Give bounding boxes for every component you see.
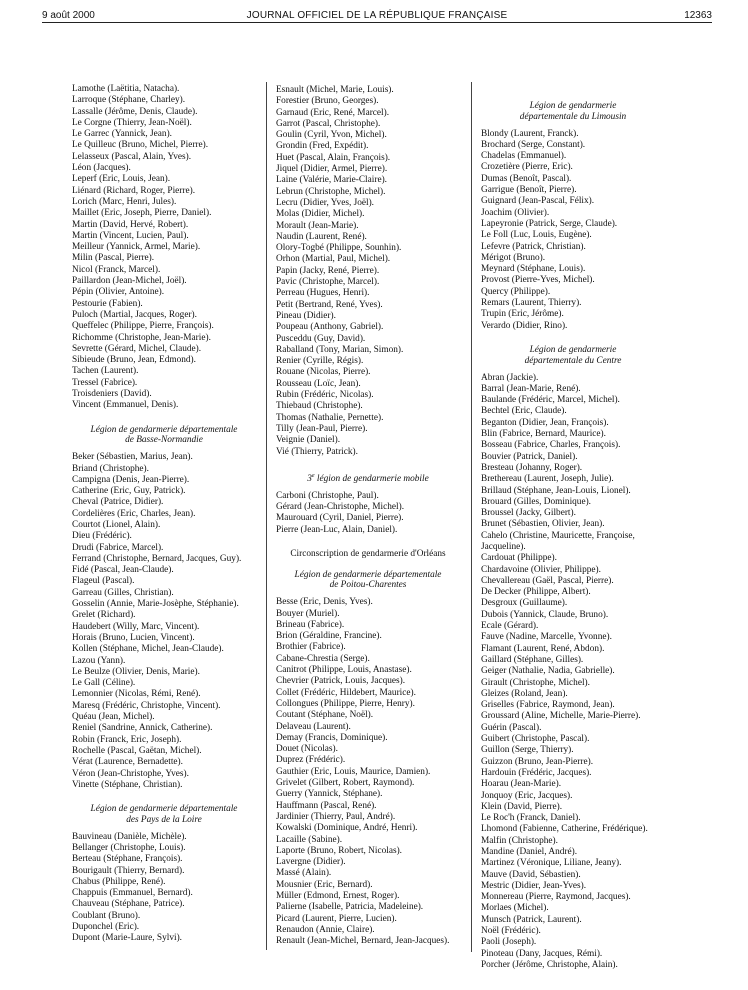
personnel-entry: Collet (Frédéric, Hildebert, Maurice).	[276, 687, 416, 698]
personnel-entry: Haudebert (Willy, Marc, Vincent).	[72, 621, 200, 632]
personnel-entry: Martinez (Véronique, Liliane, Jeany).	[481, 858, 622, 869]
personnel-entry: Thomas (Nathalie, Pernette).	[276, 412, 384, 423]
personnel-entry: Malfin (Christophe).	[481, 835, 558, 846]
personnel-entry: Bouyer (Muriel).	[276, 608, 340, 619]
personnel-entry: Garreau (Gilles, Christian).	[72, 587, 174, 598]
personnel-entry: Rochelle (Pascal, Gaëtan, Michel).	[72, 745, 202, 756]
personnel-entry: Quercy (Philippe).	[481, 286, 551, 297]
personnel-entry: Jardinier (Thierry, Paul, André).	[276, 811, 396, 822]
personnel-entry: Chardavoine (Olivier, Philippe).	[481, 564, 601, 575]
personnel-entry: Richomme (Christophe, Jean-Marie).	[72, 332, 211, 343]
personnel-entry: Mandine (Daniel, André).	[481, 847, 578, 857]
personnel-entry: Paillardon (Jean-Michel, Joël).	[72, 276, 187, 287]
section-heading-line: Légion de gendarmerie	[529, 344, 617, 355]
section-heading	[276, 549, 460, 560]
personnel-entry: Cheval (Patrice, Didier).	[72, 497, 164, 508]
personnel-entry: Cardouat (Philippe).	[481, 553, 557, 564]
section-heading-line: départementale du Centre	[524, 355, 622, 366]
personnel-entry: Pinoteau (Dany, Jacques, Rémi).	[481, 948, 603, 959]
personnel-entry: Bouvier (Patrick, Daniel).	[481, 451, 578, 462]
personnel-entry: Orhon (Martial, Paul, Michel).	[276, 254, 391, 265]
personnel-entry: Munsch (Patrick, Laurent).	[481, 914, 582, 925]
personnel-entry: Le Gall (Céline).	[72, 678, 136, 689]
section-heading	[481, 101, 665, 123]
personnel-entry: Baulande (Frédéric, Marcel, Michel).	[481, 395, 620, 406]
section-heading-line: départementale du Limousin	[519, 111, 627, 122]
personnel-entry: Paoli (Joseph).	[481, 937, 537, 948]
personnel-entry: Huet (Pascal, Alain, François).	[276, 152, 391, 163]
personnel-entry: Jiquel (Didier, Armel, Pierre).	[276, 164, 388, 175]
personnel-entry: Raballand (Tony, Marian, Simon).	[276, 344, 404, 355]
personnel-entry: Ferrand (Christophe, Bernard, Jacques, Guy).	[72, 553, 242, 564]
personnel-entry: Lamothe (Laëtitia, Natacha).	[72, 84, 180, 94]
personnel-entry: Demay (Francis, Dominique).	[276, 732, 388, 743]
personnel-entry: Pavic (Christophe, Marcel).	[276, 277, 380, 288]
personnel-entry: Chauveau (Stéphane, Patrice).	[72, 899, 185, 910]
personnel-entry: Blondy (Laurent, Franck).	[481, 128, 579, 139]
personnel-entry: Coublant (Bruno).	[72, 910, 141, 921]
personnel-entry: Le Quilleuc (Bruno, Michel, Pierre).	[72, 140, 209, 151]
personnel-entry: Kollen (Stéphane, Michel, Jean-Claude).	[72, 644, 224, 655]
personnel-entry: Gauthier (Eric, Louis, Maurice, Damien).	[276, 766, 431, 777]
personnel-entry: Troisdeniers (David).	[72, 389, 152, 400]
personnel-entry: Martin (Vincent, Lucien, Paul).	[72, 230, 189, 241]
personnel-entry: Lemonnier (Nicolas, Rémi, René).	[72, 689, 201, 700]
personnel-entry: Reniel (Sandrine, Annick, Catherine).	[72, 723, 213, 734]
personnel-entry: Quéau (Jean, Michel).	[72, 712, 155, 723]
personnel-entry: Lhomond (Fabienne, Catherine, Frédérique).	[481, 824, 648, 835]
personnel-entry: Douet (Nicolas).	[276, 744, 338, 755]
personnel-entry: Pépin (Olivier, Antoine).	[72, 287, 165, 298]
personnel-entry: Tressel (Fabrice).	[72, 377, 138, 388]
personnel-entry: Mestric (Didier, Jean-Yves).	[481, 880, 587, 891]
personnel-entry: Desgroux (Guillaume).	[481, 598, 568, 609]
personnel-entry: Lefevre (Patrick, Christian).	[481, 241, 586, 252]
personnel-entry: Bauvineau (Danièle, Michèle).	[72, 831, 187, 842]
personnel-entry: Coutant (Stéphane, Noël).	[276, 710, 374, 721]
personnel-entry: Carboni (Christophe, Paul).	[276, 490, 379, 501]
personnel-entry: Courtot (Lionel, Alain).	[72, 519, 161, 530]
personnel-entry: Renier (Cyrille, Régis).	[276, 356, 364, 367]
personnel-entry: Milin (Pascal, Pierre).	[72, 253, 155, 264]
personnel-entry: Beker (Sébastien, Marius, Jean).	[72, 452, 193, 463]
personnel-entry: Flageul (Pascal).	[72, 576, 135, 587]
personnel-entry: Bellanger (Christophe, Louis).	[72, 843, 186, 853]
personnel-entry: Bresteau (Johanny, Roger).	[481, 462, 583, 473]
personnel-entry: Léon (Jacques).	[72, 163, 131, 174]
personnel-entry: Hoarau (Jean-Marie).	[481, 779, 562, 790]
personnel-entry: Véron (Jean-Christophe, Yves).	[72, 768, 189, 779]
personnel-entry: Gleizes (Roland, Jean).	[481, 688, 568, 699]
personnel-entry: Maresq (Frédéric, Christophe, Vincent).	[72, 700, 221, 711]
personnel-entry: Girault (Christophe, Michel).	[481, 677, 590, 688]
personnel-entry: Groussard (Aline, Michelle, Marie-Pierre).	[481, 711, 641, 722]
personnel-entry: Lebrun (Christophe, Michel).	[276, 186, 386, 197]
section-heading	[276, 570, 460, 592]
personnel-entry: Pusceddu (Guy, David).	[276, 333, 366, 344]
personnel-entry: Campigna (Denis, Jean-Pierre).	[72, 474, 190, 485]
personnel-entry: Esnault (Michel, Marie, Louis).	[276, 85, 394, 95]
personnel-entry: Geiger (Nathalie, Nadia, Gabrielle).	[481, 666, 615, 677]
personnel-entry: Hardouin (Frédéric, Jacques).	[481, 767, 592, 778]
column-separator	[471, 82, 472, 952]
personnel-entry: Laine (Valérie, Marie-Claire).	[276, 175, 387, 186]
section-heading-line: Légion de gendarmerie départementale	[294, 569, 442, 580]
column-3	[481, 88, 665, 971]
personnel-entry: Brineau (Fabrice).	[276, 619, 345, 630]
personnel-entry: Dupont (Marie-Laure, Sylvi).	[72, 933, 182, 944]
personnel-entry: Liénard (Richard, Roger, Pierre).	[72, 185, 196, 196]
personnel-entry: Lorich (Marc, Henri, Jules).	[72, 196, 177, 207]
personnel-entry: Renault (Jean-Michel, Bernard, Jean-Jacques).	[276, 936, 450, 947]
personnel-entry: Guérin (Pascal).	[481, 722, 542, 733]
personnel-entry: Robin (Franck, Eric, Joseph).	[72, 734, 182, 745]
personnel-entry: Dubois (Yannick, Claude, Bruno).	[481, 609, 609, 620]
column-separator	[266, 82, 267, 950]
personnel-entry: Vinette (Stéphane, Christian).	[72, 779, 183, 790]
personnel-entry: Papin (Jacky, René, Pierre).	[276, 265, 380, 276]
personnel-entry: Brochard (Serge, Constant).	[481, 139, 586, 150]
personnel-entry: Gaillard (Stéphane, Gilles).	[481, 654, 584, 665]
personnel-entry: Puloch (Martial, Jacques, Roger).	[72, 309, 197, 320]
section-heading	[276, 471, 460, 485]
personnel-entry: Barral (Jean-Marie, René).	[481, 383, 581, 394]
personnel-entry: Queffelec (Philippe, Pierre, François).	[72, 321, 214, 332]
section-heading-line: Légion de gendarmerie départementale	[90, 424, 238, 435]
personnel-entry: Le Foll (Luc, Louis, Eugène).	[481, 230, 592, 241]
personnel-entry: Guibert (Christophe, Pascal).	[481, 734, 590, 745]
personnel-entry: Grondin (Fred, Expédit).	[276, 141, 369, 152]
personnel-entry: Lavergne (Didier).	[276, 857, 346, 868]
personnel-entry: Berteau (Stéphane, François).	[72, 854, 183, 865]
personnel-entry: Kowalski (Dominique, André, Henri).	[276, 823, 418, 834]
personnel-entry: Broussel (Jacky, Gilbert).	[481, 508, 576, 519]
personnel-entry: Renaudon (Annie, Claire).	[276, 924, 375, 935]
personnel-entry: Leperf (Eric, Louis, Jean).	[72, 174, 171, 185]
personnel-entry: Bosseau (Fabrice, Charles, François).	[481, 440, 621, 451]
personnel-entry: Gérard (Jean-Christophe, Michel).	[276, 501, 405, 512]
section-heading-line: de Basse-Normandie	[125, 435, 203, 446]
personnel-entry: Remars (Laurent, Thierry).	[481, 298, 582, 309]
personnel-entry: Catherine (Eric, Guy, Patrick).	[72, 486, 186, 497]
personnel-entry: Grivelet (Gilbert, Robert, Raymond).	[276, 778, 415, 789]
personnel-entry: Grelet (Richard).	[72, 610, 136, 621]
personnel-entry: Rubin (Frédéric, Nicolas).	[276, 390, 374, 401]
personnel-entry: Chevallereau (Gaël, Pascal, Pierre).	[481, 575, 614, 586]
personnel-entry: Sevrette (Gérard, Michel, Claude).	[72, 343, 202, 354]
personnel-entry: Thiebaud (Christophe).	[276, 401, 363, 412]
personnel-entry: Guillon (Serge, Thierry).	[481, 745, 574, 756]
personnel-entry: Martin (David, Hervé, Robert).	[72, 219, 189, 230]
personnel-entry: Morlaes (Michel).	[481, 903, 549, 914]
personnel-entry: Vié (Thierry, Patrick).	[276, 446, 358, 457]
column-1	[72, 84, 256, 945]
personnel-entry: Horais (Bruno, Lucien, Vincent).	[72, 632, 195, 643]
personnel-entry: Hauffmann (Pascal, René).	[276, 800, 377, 811]
header-date: 9 août 2000	[42, 10, 95, 21]
column-2	[276, 85, 460, 947]
personnel-entry: Beganton (Didier, Jean, François).	[481, 417, 609, 428]
personnel-entry: Gosselin (Annie, Marie-Josèphe, Stéphanie).	[72, 599, 239, 610]
personnel-entry: Perreau (Hugues, Henri).	[276, 288, 370, 299]
personnel-entry: Garrigue (Benoît, Pierre).	[481, 185, 577, 196]
personnel-entry: Flamant (Laurent, René, Abdon).	[481, 643, 605, 654]
personnel-entry: Guizzon (Bruno, Jean-Pierre).	[481, 756, 594, 767]
personnel-entry: Larroque (Stéphane, Charley).	[72, 95, 186, 106]
section-heading	[72, 425, 256, 447]
journal-title: JOURNAL OFFICIEL DE LA RÉPUBLIQUE FRANÇAISE	[246, 10, 508, 21]
personnel-entry: Drudi (Fabrice, Marcel).	[72, 542, 164, 553]
personnel-entry: Delaveau (Laurent).	[276, 721, 351, 732]
personnel-entry: Dumas (Benoît, Pascal).	[481, 173, 572, 184]
personnel-entry: Jonquoy (Eric, Jacques).	[481, 790, 573, 801]
personnel-entry: Ecale (Gérard).	[481, 621, 539, 632]
personnel-entry: Fauve (Nadine, Marcelle, Yvonne).	[481, 632, 612, 643]
personnel-entry: Duponchel (Eric).	[72, 922, 140, 933]
personnel-entry: Guerry (Yannick, Stéphane).	[276, 789, 383, 800]
personnel-entry: Olory-Togbé (Philippe, Sounhin).	[276, 243, 402, 254]
personnel-entry: Provost (Pierre-Yves, Michel).	[481, 275, 595, 286]
personnel-entry: Briand (Christophe).	[72, 463, 149, 474]
personnel-entry: Duprez (Frédéric).	[276, 755, 346, 766]
personnel-entry: Le Roc'h (Franck, Daniel).	[481, 813, 581, 824]
personnel-entry: Rouane (Nicolas, Pierre).	[276, 367, 371, 378]
section-heading-line: Légion de gendarmerie	[529, 101, 617, 111]
personnel-entry: Palierne (Isabelle, Patricia, Madeleine).	[276, 902, 424, 913]
personnel-entry: Abran (Jackie).	[481, 372, 539, 383]
personnel-entry: Tilly (Jean-Paul, Pierre).	[276, 423, 368, 434]
personnel-entry: Chevrier (Patrick, Louis, Jacques).	[276, 676, 406, 687]
personnel-entry: Pineau (Didier).	[276, 310, 336, 321]
personnel-entry: Massé (Alain).	[276, 868, 332, 879]
personnel-entry: Maillet (Eric, Joseph, Pierre, Daniel).	[72, 208, 212, 219]
personnel-entry: Porcher (Jérôme, Christophe, Alain).	[481, 959, 618, 970]
personnel-entry: Poupeau (Anthony, Gabriel).	[276, 322, 384, 333]
personnel-entry: Pierre (Jean-Luc, Alain, Daniel).	[276, 524, 398, 535]
personnel-entry: Brothier (Fabrice).	[276, 642, 346, 653]
personnel-entry: Le Corgne (Thierry, Jean-Noël).	[72, 117, 192, 128]
section-heading-line: de Poitou-Charentes	[329, 580, 407, 591]
personnel-entry: Brillaud (Stéphane, Jean-Louis, Lionel).	[481, 485, 631, 496]
personnel-entry: Mauve (David, Sébastien).	[481, 869, 581, 880]
personnel-entry: Chabus (Philippe, René).	[72, 876, 166, 887]
personnel-entry: Maurouard (Cyril, Daniel, Pierre).	[276, 513, 404, 524]
personnel-entry: Le Beulze (Olivier, Denis, Marie).	[72, 666, 200, 677]
section-heading	[72, 804, 256, 826]
header-rule	[42, 22, 712, 23]
personnel-entry: Vérat (Laurence, Bernadette).	[72, 757, 183, 768]
personnel-entry: Trupin (Eric, Jérôme).	[481, 309, 564, 320]
personnel-entry: Brouard (Gilles, Dominique).	[481, 496, 591, 507]
personnel-entry: Chadelas (Emmanuel).	[481, 151, 567, 162]
personnel-entry: Blin (Fabrice, Bernard, Maurice).	[481, 429, 606, 440]
personnel-entry: Brethereau (Laurent, Joseph, Julie).	[481, 474, 614, 485]
page-number: 12363	[684, 10, 712, 21]
section-heading	[481, 345, 665, 367]
personnel-entry: Tachen (Laurent).	[72, 366, 139, 377]
personnel-entry: Cahelo (Christine, Mauricette, Françoise, Jacqueline).	[481, 530, 635, 552]
personnel-entry: Meynard (Stéphane, Louis).	[481, 264, 586, 275]
personnel-entry: Lapeyronie (Patrick, Serge, Claude).	[481, 218, 618, 229]
personnel-entry: Lecru (Didier, Yves, Joël).	[276, 197, 374, 208]
personnel-entry: Vincent (Emmanuel, Denis).	[72, 400, 179, 411]
personnel-entry: Goulin (Cyril, Yvon, Michel).	[276, 130, 387, 141]
personnel-entry: Brunet (Sébastien, Olivier, Jean).	[481, 519, 605, 530]
personnel-entry: Canitrot (Philippe, Louis, Anastase).	[276, 665, 412, 676]
personnel-entry: Klein (David, Pierre).	[481, 801, 563, 812]
personnel-entry: Mousnier (Eric, Bernard).	[276, 879, 373, 890]
personnel-entry: Rousseau (Loïc, Jean).	[276, 378, 361, 389]
personnel-entry: Bechtel (Eric, Claude).	[481, 406, 567, 417]
personnel-entry: Morault (Jean-Marie).	[276, 220, 359, 231]
page-header	[42, 10, 712, 26]
personnel-entry: Verardo (Didier, Rino).	[481, 320, 568, 331]
section-heading-line: des Pays de la Loire	[126, 814, 202, 825]
personnel-entry: Picard (Laurent, Pierre, Lucien).	[276, 913, 397, 924]
personnel-entry: Nicol (Franck, Marcel).	[72, 264, 161, 275]
personnel-entry: De Decker (Philippe, Albert).	[481, 587, 591, 598]
personnel-entry: Laporte (Bruno, Robert, Nicolas).	[276, 845, 402, 856]
personnel-entry: Crozetière (Pierre, Eric).	[481, 162, 573, 173]
personnel-entry: Meilleur (Yannick, Armel, Marie).	[72, 242, 201, 253]
personnel-entry: Besse (Eric, Denis, Yves).	[276, 597, 373, 608]
personnel-entry: Chappuis (Emmanuel, Bernard).	[72, 888, 193, 899]
personnel-entry: Le Garrec (Yannick, Jean).	[72, 129, 172, 140]
personnel-entry: Garnaud (Eric, René, Marcel).	[276, 107, 390, 118]
personnel-entry: Dieu (Frédéric).	[72, 531, 132, 542]
section-heading-line: Circonscription de gendarmerie d'Orléans	[290, 548, 446, 559]
personnel-entry: Cordelières (Eric, Charles, Jean).	[72, 508, 196, 519]
personnel-entry: Cabane-Chrestia (Serge).	[276, 653, 370, 664]
personnel-entry: Lelasseux (Pascal, Alain, Yves).	[72, 151, 192, 162]
personnel-entry: Veignie (Daniel).	[276, 435, 341, 446]
personnel-entry: Guignard (Jean-Pascal, Félix).	[481, 196, 595, 207]
personnel-entry: Sibieude (Bruno, Jean, Edmond).	[72, 355, 196, 366]
personnel-entry: Naudin (Laurent, René).	[276, 231, 367, 242]
personnel-entry: Bourigault (Thierry, Bernard).	[72, 865, 185, 876]
personnel-entry: Brion (Géraldine, Francine).	[276, 631, 382, 642]
personnel-entry: Mérigot (Bruno).	[481, 252, 546, 263]
personnel-entry: Petit (Bertrand, René, Yves).	[276, 299, 383, 310]
personnel-entry: Fidé (Pascal, Jean-Claude).	[72, 565, 174, 576]
personnel-entry: Forestier (Bruno, Georges).	[276, 96, 379, 107]
personnel-entry: Griselles (Fabrice, Raymond, Jean).	[481, 700, 615, 711]
personnel-entry: Müller (Edmond, Ernest, Roger).	[276, 890, 400, 901]
personnel-entry: Garrot (Pascal, Christophe).	[276, 118, 381, 129]
personnel-entry: Lassalle (Jérôme, Denis, Claude).	[72, 106, 198, 117]
personnel-entry: Molas (Didier, Michel).	[276, 209, 365, 220]
personnel-entry: Pestourie (Fabien).	[72, 298, 143, 309]
personnel-entry: Joachim (Olivier).	[481, 207, 550, 218]
personnel-entry: Monnereau (Pierre, Raymond, Jacques).	[481, 892, 631, 903]
personnel-entry: Lazou (Yann).	[72, 655, 126, 666]
personnel-entry: Noël (Frédéric).	[481, 926, 541, 937]
section-heading-line: 3e légion de gendarmerie mobile	[307, 472, 429, 484]
section-heading-line: Légion de gendarmerie départementale	[90, 804, 238, 815]
personnel-entry: Collongues (Philippe, Pierre, Henry).	[276, 698, 415, 709]
personnel-entry: Lacaille (Sabine).	[276, 834, 343, 845]
